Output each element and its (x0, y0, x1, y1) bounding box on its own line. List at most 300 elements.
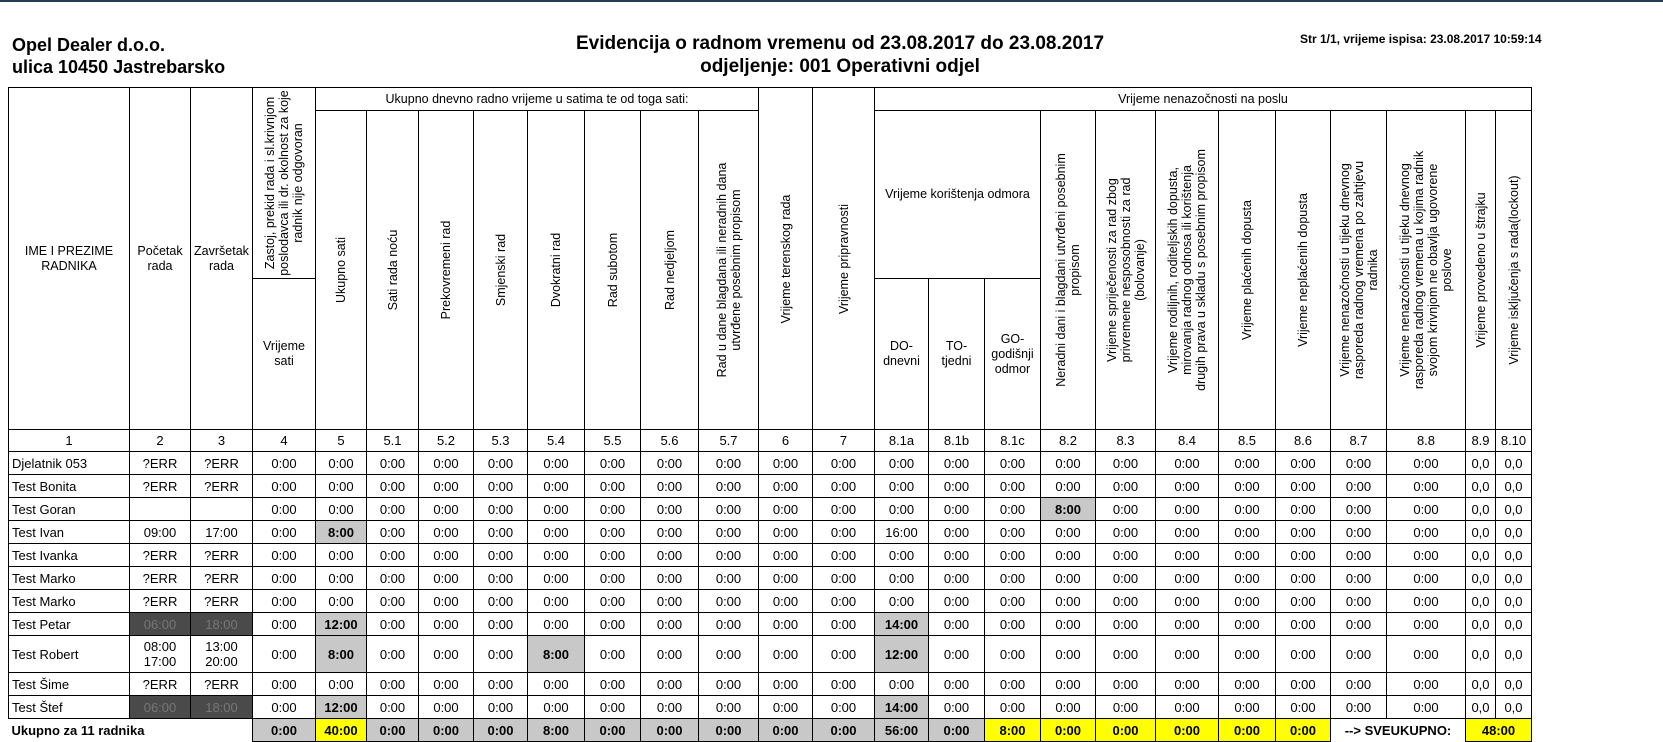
end-time: ?ERR (191, 544, 253, 567)
value-cell: 0,0 (1496, 613, 1532, 636)
value-cell: 0:00 (759, 498, 813, 521)
value-cell: 0:00 (1096, 452, 1156, 475)
value-cell: 14:00 (875, 696, 929, 719)
total-value: 0:00 (585, 719, 641, 742)
value-cell: 0:00 (1276, 544, 1331, 567)
value-cell: 0:00 (1156, 544, 1219, 567)
start-time: 06:00 (130, 696, 191, 719)
value-cell: 0:00 (1096, 475, 1156, 498)
value-cell: 0:00 (1331, 696, 1387, 719)
value-cell: 0:00 (929, 452, 985, 475)
value-cell: 0:00 (759, 475, 813, 498)
value-cell: 12:00 (316, 696, 367, 719)
value-cell: 0:00 (316, 590, 367, 613)
value-cell: 0:00 (253, 452, 316, 475)
value-cell: 0:00 (813, 544, 875, 567)
employee-name: Test Marko (9, 567, 130, 590)
total-value: 0:00 (641, 719, 699, 742)
value-cell: 0:00 (1387, 673, 1466, 696)
value-cell: 0:00 (253, 673, 316, 696)
value-cell: 0:00 (985, 673, 1041, 696)
value-cell: 0:00 (253, 696, 316, 719)
value-cell: 0:00 (813, 613, 875, 636)
value-cell: 0:00 (474, 636, 528, 673)
value-cell: 12:00 (875, 636, 929, 673)
value-cell: 0:00 (699, 498, 759, 521)
value-cell: 0:00 (929, 613, 985, 636)
value-cell: 0:00 (875, 673, 929, 696)
end-time: ?ERR (191, 567, 253, 590)
value-cell: 0:00 (875, 452, 929, 475)
value-cell: 0,0 (1466, 673, 1496, 696)
value-cell: 0:00 (985, 452, 1041, 475)
value-cell: 0:00 (759, 613, 813, 636)
value-cell: 0:00 (528, 673, 585, 696)
total-value: 0:00 (367, 719, 419, 742)
value-cell: 0,0 (1466, 544, 1496, 567)
value-cell: 0:00 (813, 498, 875, 521)
value-cell: 0:00 (1219, 475, 1276, 498)
value-cell: 0:00 (528, 567, 585, 590)
value-cell: 0:00 (699, 673, 759, 696)
column-number: 5 (316, 430, 367, 452)
value-cell: 0:00 (367, 521, 419, 544)
value-cell: 0:00 (1096, 590, 1156, 613)
value-cell: 0:00 (1156, 452, 1219, 475)
value-cell: 0:00 (929, 567, 985, 590)
totals-label: Ukupno za 11 radnika (11, 722, 145, 738)
value-cell: 0:00 (1276, 498, 1331, 521)
header-group-daily: Ukupno dnevno radno vrijeme u satima te od toga sati: (316, 88, 759, 111)
value-cell: 0:00 (1387, 498, 1466, 521)
value-cell: 0:00 (1219, 673, 1276, 696)
end-time: ?ERR (191, 452, 253, 475)
value-cell: 0:00 (759, 636, 813, 673)
header-c55: Rad subotom (585, 111, 641, 430)
value-cell: 0:00 (1331, 475, 1387, 498)
table-row (9, 673, 1532, 696)
value-cell: 0:00 (1331, 590, 1387, 613)
value-cell: 0:00 (474, 696, 528, 719)
total-value: 40:00 (316, 719, 367, 742)
table-row (9, 613, 1532, 636)
value-cell: 0:00 (367, 613, 419, 636)
value-cell: 0:00 (585, 452, 641, 475)
header-c85: Vrijeme plaćenih dopusta (1219, 111, 1276, 430)
column-number: 8.10 (1496, 430, 1532, 452)
value-cell: 0:00 (1331, 567, 1387, 590)
value-cell: 0:00 (1156, 498, 1219, 521)
value-cell: 0:00 (641, 590, 699, 613)
value-cell: 0:00 (1276, 521, 1331, 544)
value-cell: 0:00 (699, 696, 759, 719)
value-cell: 0:00 (419, 613, 474, 636)
value-cell: 0:00 (1041, 590, 1096, 613)
value-cell: 0:00 (253, 544, 316, 567)
header-c52: Prekovremeni rad (419, 111, 474, 430)
value-cell: 0,0 (1496, 521, 1532, 544)
value-cell: 0,0 (1496, 452, 1532, 475)
total-value: 0:00 (1276, 719, 1331, 742)
value-cell: 0:00 (929, 521, 985, 544)
value-cell: 0:00 (813, 475, 875, 498)
value-cell: 0:00 (1156, 696, 1219, 719)
value-cell: 0:00 (759, 521, 813, 544)
value-cell: 0:00 (367, 696, 419, 719)
value-cell: 0:00 (1276, 452, 1331, 475)
header-col4: Zastoj, prekid rada i sl.krivnjom poslodavca ili dr. okolnost za koje radnik nije odgovoran (253, 88, 316, 279)
value-cell: 0,0 (1466, 498, 1496, 521)
value-cell: 0:00 (929, 696, 985, 719)
start-time: ?ERR (130, 544, 191, 567)
value-cell: 0,0 (1496, 696, 1532, 719)
header-c89: Vrijeme provedeno u štrajku (1466, 111, 1496, 430)
value-cell: 0:00 (1219, 544, 1276, 567)
value-cell: 0:00 (367, 673, 419, 696)
value-cell: 0:00 (985, 544, 1041, 567)
totals-row (9, 719, 1532, 742)
header-c6: Vrijeme terenskog rada (759, 88, 813, 430)
value-cell: 12:00 (316, 613, 367, 636)
employee-name: Test Ivanka (9, 544, 130, 567)
value-cell: 0:00 (1276, 613, 1331, 636)
value-cell: 0:00 (1276, 636, 1331, 673)
value-cell: 0:00 (1219, 613, 1276, 636)
value-cell: 0:00 (1276, 567, 1331, 590)
value-cell: 0:00 (641, 567, 699, 590)
column-number: 8.8 (1387, 430, 1466, 452)
value-cell: 0:00 (699, 544, 759, 567)
total-value: 56:00 (875, 719, 929, 742)
value-cell: 0:00 (316, 544, 367, 567)
column-number: 8.1b (929, 430, 985, 452)
start-time-2: 17:00 (143, 654, 177, 669)
value-cell: 0,0 (1496, 590, 1532, 613)
value-cell: 0:00 (1041, 521, 1096, 544)
value-cell: 0:00 (813, 452, 875, 475)
value-cell: 16:00 (875, 521, 929, 544)
value-cell: 0:00 (474, 521, 528, 544)
header-c86: Vrijeme neplaćenih dopusta (1276, 111, 1331, 430)
column-number: 5.6 (641, 430, 699, 452)
employee-name: Test Bonita (9, 475, 130, 498)
value-cell: 0:00 (585, 475, 641, 498)
value-cell: 0:00 (1276, 475, 1331, 498)
column-number: 6 (759, 430, 813, 452)
value-cell: 0:00 (1156, 590, 1219, 613)
value-cell: 0:00 (367, 452, 419, 475)
value-cell: 0:00 (699, 452, 759, 475)
value-cell: 0:00 (419, 452, 474, 475)
value-cell: 0:00 (1387, 590, 1466, 613)
column-number: 7 (813, 430, 875, 452)
value-cell: 14:00 (875, 613, 929, 636)
value-cell: 0,0 (1496, 673, 1532, 696)
value-cell: 0,0 (1496, 567, 1532, 590)
value-cell: 0:00 (929, 544, 985, 567)
value-cell: 0:00 (1219, 521, 1276, 544)
value-cell: 0:00 (641, 475, 699, 498)
header-col4-sub: Vrijeme sati (253, 279, 316, 430)
employee-name: Test Marko (9, 590, 130, 613)
value-cell: 0:00 (253, 613, 316, 636)
value-cell: 0:00 (929, 498, 985, 521)
start-time: ?ERR (130, 567, 191, 590)
end-time: 18:00 (191, 696, 253, 719)
value-cell: 0:00 (1096, 696, 1156, 719)
value-cell: 0:00 (1387, 544, 1466, 567)
value-cell: 0:00 (1331, 673, 1387, 696)
company-name: Opel Dealer d.o.o. (12, 35, 166, 55)
end-time: 17:00 (191, 521, 253, 544)
value-cell: 0:00 (419, 498, 474, 521)
value-cell: 0:00 (1219, 498, 1276, 521)
value-cell: 0:00 (474, 544, 528, 567)
value-cell: 0:00 (1096, 636, 1156, 673)
header-c81c: GO-godišnji odmor (985, 279, 1041, 430)
value-cell: 0:00 (641, 696, 699, 719)
value-cell: 0:00 (875, 544, 929, 567)
value-cell: 0:00 (1387, 613, 1466, 636)
value-cell: 0:00 (929, 590, 985, 613)
value-cell: 0:00 (641, 673, 699, 696)
value-cell: 0:00 (316, 567, 367, 590)
value-cell: 0:00 (641, 452, 699, 475)
value-cell: 0:00 (699, 521, 759, 544)
grand-total-value: 48:00 (1466, 719, 1532, 742)
value-cell: 0:00 (1331, 521, 1387, 544)
value-cell: 0:00 (1041, 696, 1096, 719)
value-cell: 0:00 (929, 636, 985, 673)
column-number: 8.5 (1219, 430, 1276, 452)
value-cell: 0,0 (1466, 613, 1496, 636)
header-group-absence: Vrijeme nenazočnosti na poslu (875, 88, 1532, 111)
value-cell: 0:00 (875, 498, 929, 521)
value-cell: 0:00 (1156, 673, 1219, 696)
value-cell: 0:00 (1219, 567, 1276, 590)
value-cell: 8:00 (1041, 498, 1096, 521)
end-time (191, 636, 253, 673)
total-value: 0:00 (759, 719, 813, 742)
value-cell: 0:00 (585, 696, 641, 719)
value-cell: 0:00 (1096, 613, 1156, 636)
table-row (9, 498, 1532, 521)
page-info: Str 1/1, vrijeme ispisa: 23.08.2017 10:59:14 (1300, 32, 1542, 46)
column-number: 5.1 (367, 430, 419, 452)
grand-total-label: --> SVEUKUPNO: (1344, 722, 1452, 738)
column-number: 5.3 (474, 430, 528, 452)
value-cell: 0:00 (1387, 696, 1466, 719)
value-cell: 0,0 (1496, 544, 1532, 567)
end-time-1: 13:00 (205, 639, 238, 654)
column-number: 8.4 (1156, 430, 1219, 452)
value-cell: 0:00 (1041, 636, 1096, 673)
column-number: 5.7 (699, 430, 759, 452)
start-time: 09:00 (130, 521, 191, 544)
value-cell: 0:00 (1276, 673, 1331, 696)
value-cell: 0:00 (759, 452, 813, 475)
employee-name: Test Petar (9, 613, 130, 636)
column-number: 5.2 (419, 430, 474, 452)
top-border-line (0, 0, 1663, 2)
start-time: ?ERR (130, 475, 191, 498)
value-cell: 0:00 (699, 590, 759, 613)
employee-name: Test Robert (9, 636, 130, 673)
value-cell: 0,0 (1466, 521, 1496, 544)
value-cell: 0:00 (1041, 673, 1096, 696)
value-cell: 0:00 (528, 696, 585, 719)
value-cell: 0:00 (813, 673, 875, 696)
employee-name: Test Štef (9, 696, 130, 719)
total-value: 8:00 (985, 719, 1041, 742)
value-cell: 0:00 (1387, 636, 1466, 673)
start-time (130, 498, 191, 521)
value-cell: 0:00 (585, 613, 641, 636)
employee-name: Test Goran (9, 498, 130, 521)
value-cell: 0:00 (419, 673, 474, 696)
value-cell: 0:00 (985, 498, 1041, 521)
value-cell: 0:00 (367, 544, 419, 567)
value-cell: 0:00 (985, 636, 1041, 673)
value-cell: 0:00 (419, 475, 474, 498)
column-number-row (9, 430, 1532, 452)
employee-name: Test Ivan (9, 521, 130, 544)
end-time: ?ERR (191, 673, 253, 696)
value-cell: 0:00 (1219, 452, 1276, 475)
header-c88: Vrijeme nenazočnosti u tijeku dnevnog rasporeda radnog vremena u kojima radnik svojom krivnjom ne obavlja ugovorene poslove (1387, 111, 1466, 430)
value-cell: 0:00 (929, 475, 985, 498)
table-row (9, 636, 1532, 673)
table-row (9, 696, 1532, 719)
value-cell: 0:00 (1331, 613, 1387, 636)
value-cell: 0:00 (253, 636, 316, 673)
value-cell: 0:00 (316, 498, 367, 521)
value-cell: 0:00 (316, 475, 367, 498)
value-cell: 0:00 (1096, 498, 1156, 521)
value-cell: 0:00 (759, 567, 813, 590)
value-cell: 0:00 (474, 475, 528, 498)
value-cell: 0:00 (1331, 636, 1387, 673)
employee-name: Djelatnik 053 (9, 452, 130, 475)
column-number: 8.2 (1041, 430, 1096, 452)
report-title: Evidencija o radnom vremenu od 23.08.2017 do 23.08.2017 (575, 33, 1105, 54)
value-cell: 0:00 (813, 567, 875, 590)
value-cell: 0:00 (1041, 613, 1096, 636)
table-row (9, 475, 1532, 498)
value-cell: 0:00 (1041, 475, 1096, 498)
value-cell: 0:00 (1387, 452, 1466, 475)
value-cell: 0:00 (985, 590, 1041, 613)
table-row (9, 452, 1532, 475)
value-cell: 0:00 (699, 475, 759, 498)
value-cell: 0:00 (985, 613, 1041, 636)
header-c5: Ukupno sati (316, 111, 367, 430)
header-c83: Vrijeme spriječenosti za rad zbog privremene nesposobnosti za rad (bolovanje) (1096, 111, 1156, 430)
total-value: 0:00 (1096, 719, 1156, 742)
value-cell: 0:00 (474, 452, 528, 475)
value-cell: 0:00 (316, 452, 367, 475)
value-cell: 0:00 (1096, 567, 1156, 590)
column-number: 8.1c (985, 430, 1041, 452)
column-number: 1 (9, 430, 130, 452)
total-value: 0:00 (474, 719, 528, 742)
value-cell: 0:00 (367, 590, 419, 613)
value-cell: 0:00 (759, 544, 813, 567)
value-cell: 0:00 (985, 521, 1041, 544)
value-cell: 0:00 (759, 590, 813, 613)
start-time: 06:00 (130, 613, 191, 636)
value-cell: 0:00 (419, 567, 474, 590)
value-cell: 0:00 (1096, 544, 1156, 567)
header-c84: Vrijeme rodiljnih, roditeljskih dopusta, mirovanja radnog odnosa ili korištenja drugih prava u skladu s posebnim propisom (1156, 111, 1219, 430)
total-value: 0:00 (813, 719, 875, 742)
table-row (9, 590, 1532, 613)
total-value: 0:00 (929, 719, 985, 742)
column-number: 5.5 (585, 430, 641, 452)
value-cell: 0:00 (875, 567, 929, 590)
value-cell: 0:00 (1276, 696, 1331, 719)
header-c51: Sati rada noću (367, 111, 419, 430)
total-value: 8:00 (528, 719, 585, 742)
header-end: Završetak rada (191, 88, 253, 430)
value-cell: 0:00 (1156, 521, 1219, 544)
total-value: 0:00 (699, 719, 759, 742)
value-cell: 0:00 (474, 590, 528, 613)
value-cell: 0:00 (641, 613, 699, 636)
end-time: 18:00 (191, 613, 253, 636)
value-cell: 0:00 (1096, 521, 1156, 544)
value-cell: 0:00 (1331, 452, 1387, 475)
value-cell: 0:00 (1331, 544, 1387, 567)
start-time: ?ERR (130, 673, 191, 696)
value-cell: 0:00 (367, 636, 419, 673)
value-cell: 0:00 (985, 696, 1041, 719)
value-cell: 0:00 (1156, 567, 1219, 590)
total-value: 0:00 (1156, 719, 1219, 742)
value-cell: 0:00 (585, 673, 641, 696)
value-cell: 0:00 (813, 696, 875, 719)
value-cell: 0:00 (253, 521, 316, 544)
value-cell: 0:00 (585, 498, 641, 521)
value-cell: 0:00 (585, 544, 641, 567)
value-cell: 0:00 (985, 475, 1041, 498)
start-time: ?ERR (130, 452, 191, 475)
value-cell: 0:00 (641, 521, 699, 544)
value-cell: 0:00 (813, 590, 875, 613)
value-cell: 0:00 (528, 475, 585, 498)
column-number: 8.6 (1276, 430, 1331, 452)
value-cell: 0:00 (1387, 475, 1466, 498)
value-cell: 0:00 (875, 475, 929, 498)
value-cell: 0:00 (759, 673, 813, 696)
value-cell: 0:00 (641, 544, 699, 567)
value-cell: 0,0 (1466, 475, 1496, 498)
total-value: 0:00 (253, 719, 316, 742)
header-c81a: DO-dnevni (875, 279, 929, 430)
value-cell: 0:00 (474, 673, 528, 696)
column-number: 8.1a (875, 430, 929, 452)
value-cell: 0:00 (1219, 696, 1276, 719)
value-cell: 0:00 (253, 498, 316, 521)
header-group-rest: Vrijeme korištenja odmora (875, 111, 1041, 279)
report-department: odjeljenje: 001 Operativni odjel (700, 56, 980, 77)
column-number: 2 (130, 430, 191, 452)
value-cell: 0:00 (1331, 498, 1387, 521)
total-value: 0:00 (419, 719, 474, 742)
end-time-2: 20:00 (205, 654, 238, 669)
value-cell: 0:00 (813, 636, 875, 673)
report-title-block (460, 32, 1220, 78)
